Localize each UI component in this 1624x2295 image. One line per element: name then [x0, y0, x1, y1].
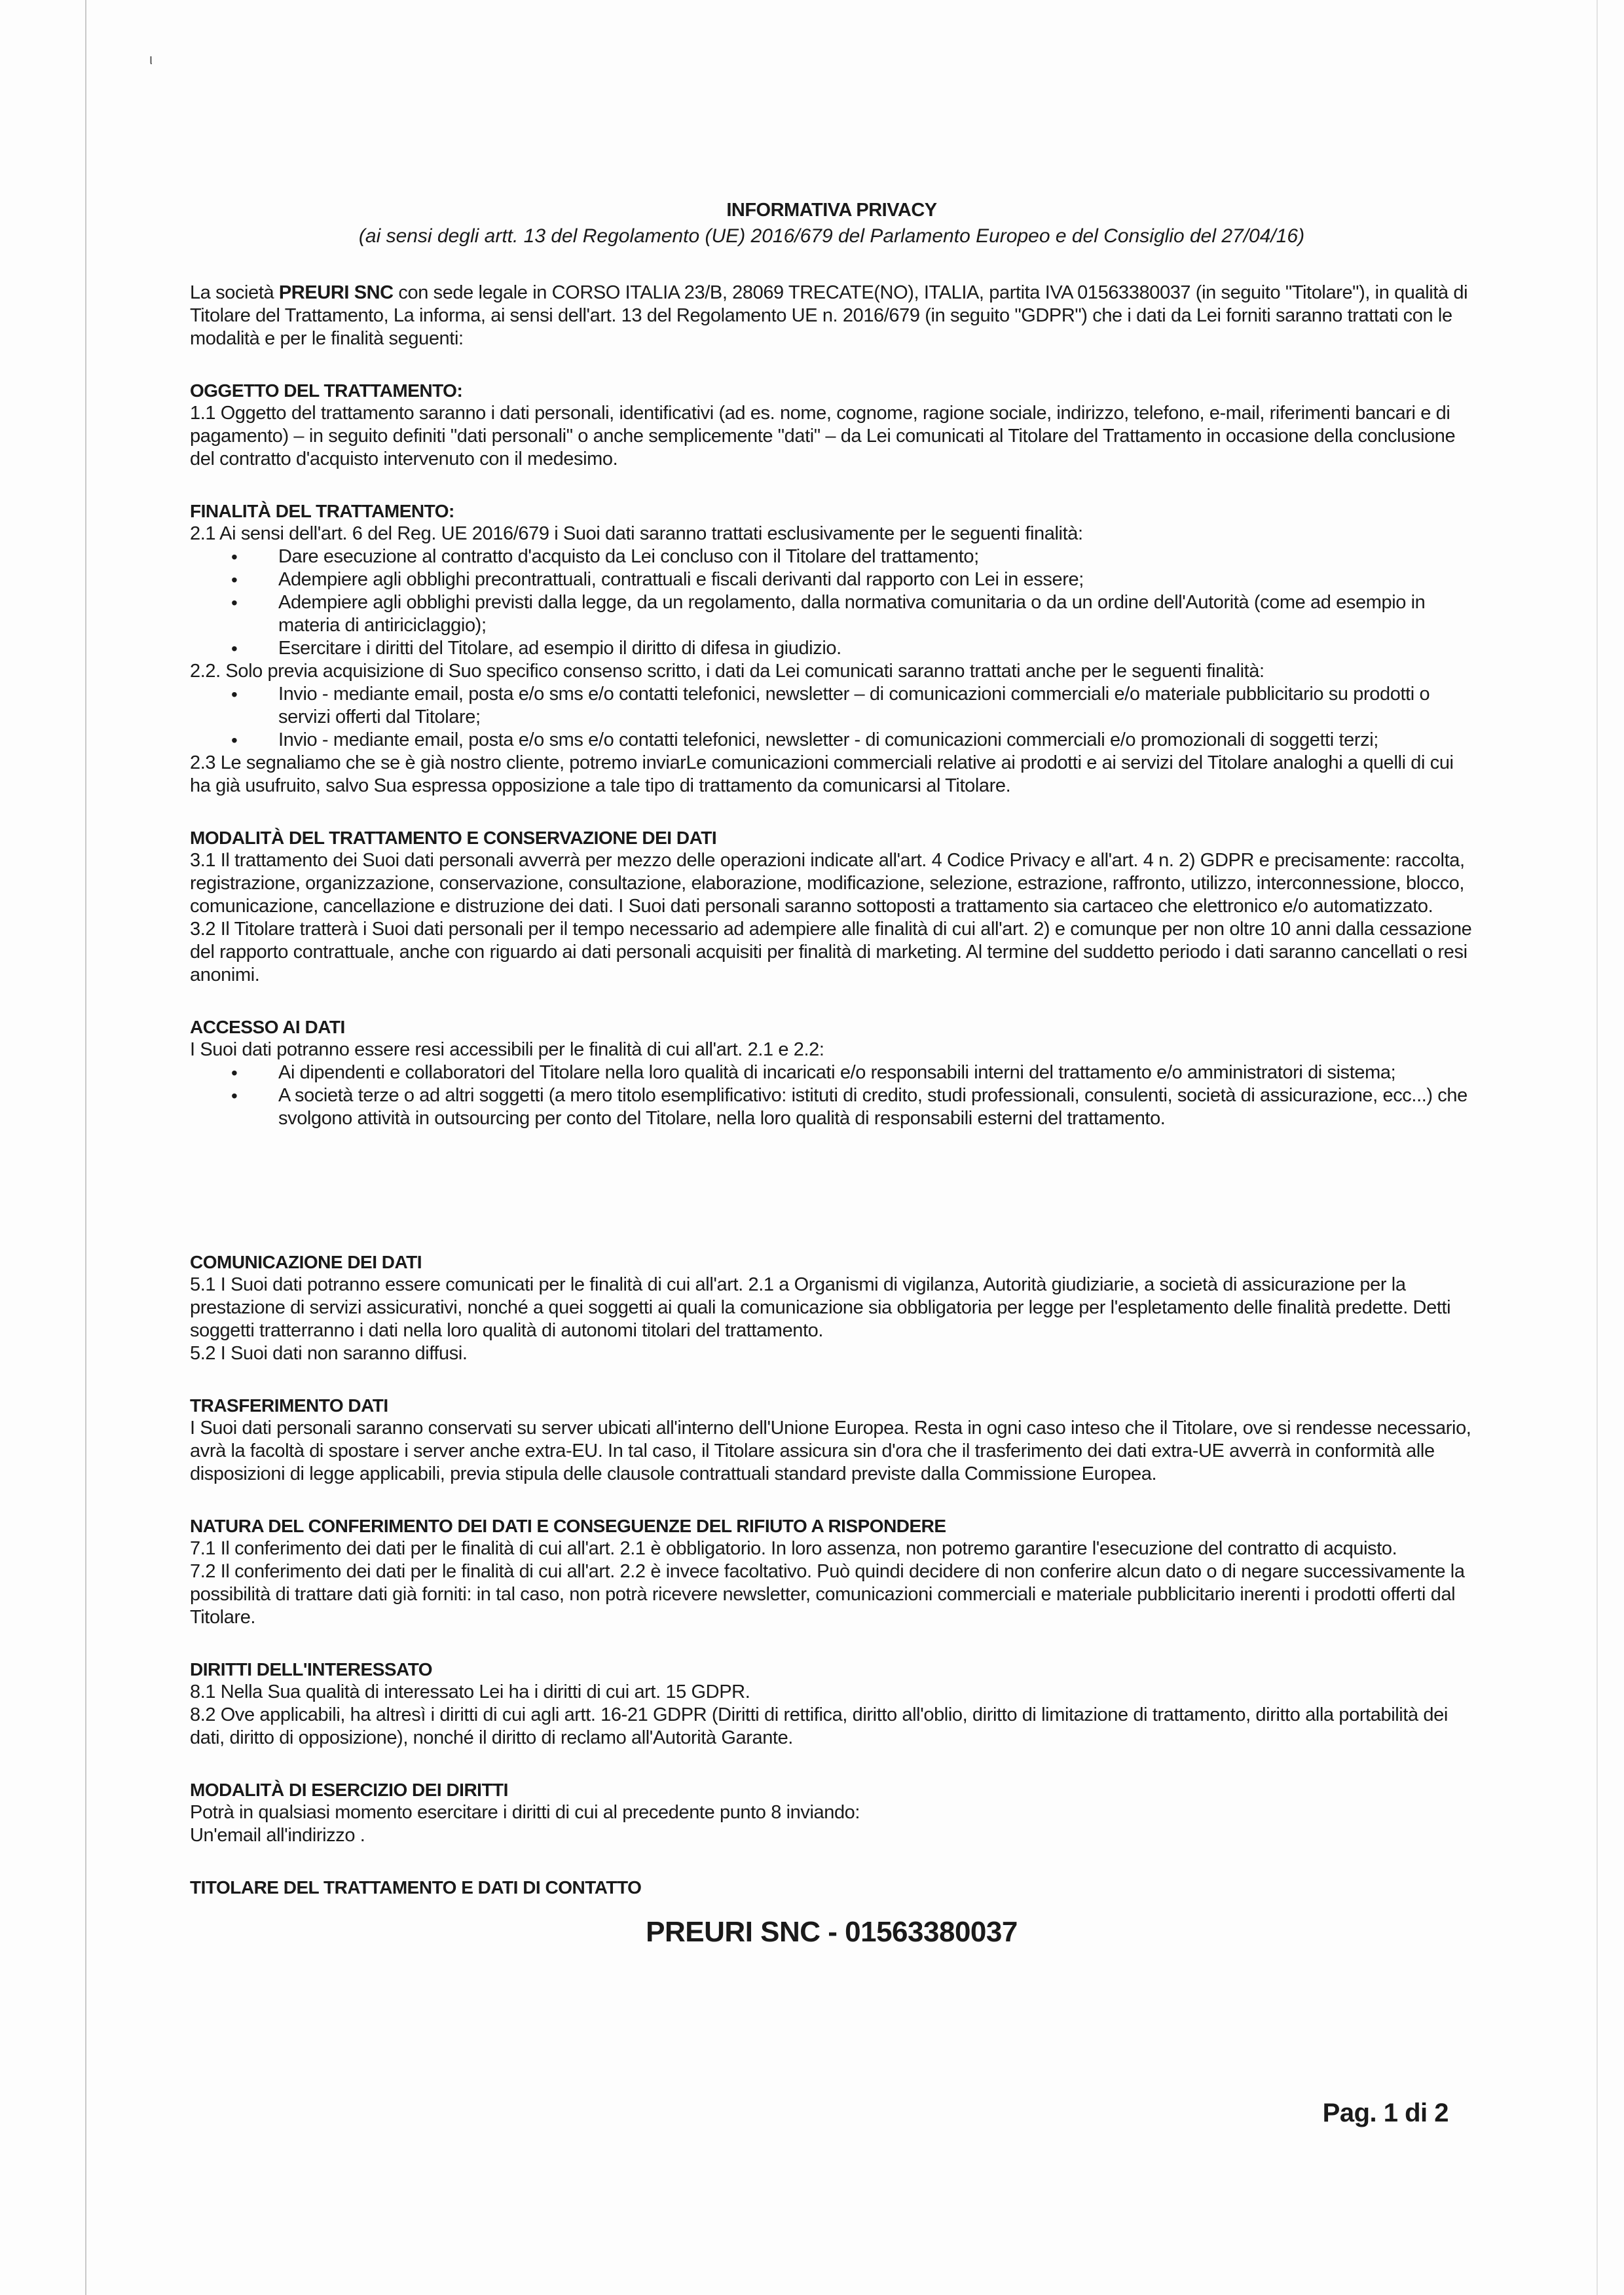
scan-edge-left [85, 0, 86, 2295]
section-modalita [190, 826, 1473, 987]
bullet-list [190, 683, 1473, 752]
scan-edge-right [1596, 0, 1598, 2295]
section-oggetto [190, 379, 1473, 471]
paragraph: 3.1 Il trattamento dei Suoi dati personali avverrà per mezzo delle operazioni indicate all'art. 4 Codice Privacy e all'art. 4 n. 2) GDPR e precisamente: raccolta, registrazione, organizzazione, conservazione, consultazione, elaborazione, modificazione, selezione, estrazione, raffronto, utilizzo, interconnessione, blocco, comunicazione, cancellazione e distruzione dei dati. I Suoi dati personali saranno sottoposti a trattamento sia cartaceo che elettronico e/o automatizzato. [190, 850, 1465, 917]
section-heading: MODALITÀ DI ESERCIZIO DEI DIRITTI [190, 1780, 508, 1800]
intro-paragraph [190, 282, 1473, 350]
paragraph: 8.1 Nella Sua qualità di interessato Lei ha i diritti di cui art. 15 GDPR. [190, 1681, 750, 1702]
section-heading: TITOLARE DEL TRATTAMENTO E DATI DI CONTATTO [190, 1877, 642, 1898]
bullet-item: • Invio - mediante email, posta e/o sms e/o contatti telefonici, newsletter – di comunicazioni commerciali e/o materiale pubblicitario su prodotti o servizi offerti dal Titolare; [278, 683, 1473, 729]
section-heading: DIRITTI DELL'INTERESSATO [190, 1659, 433, 1680]
bullet-item: • Adempiere agli obblighi precontrattuali, contrattuali e fiscali derivanti dal rapporto con Lei in essere; [278, 568, 1473, 591]
paragraph: 2.2. Solo previa acquisizione di Suo specifico consenso scritto, i dati da Lei comunicati saranno trattati anche per le seguenti finalità: [190, 661, 1264, 682]
section-heading: OGGETTO DEL TRATTAMENTO: [190, 380, 463, 401]
section-heading: MODALITÀ DEL TRATTAMENTO E CONSERVAZIONE DEI DATI [190, 828, 717, 848]
paragraph: 2.3 Le segnaliamo che se è già nostro cliente, potremo inviarLe comunicazioni commerciali relative ai prodotti e ai servizi del Titolare analoghi a quelli di cui ha già usufruito, salvo Sua espressa opposizione a tale tipo di trattamento da comunicarsi al Titolare. [190, 752, 1454, 796]
paragraph: Un'email all'indirizzo . [190, 1825, 365, 1846]
section-heading: FINALITÀ DEL TRATTAMENTO: [190, 501, 454, 521]
bullet-item: • A società terze o ad altri soggetti (a mero titolo esemplificativo: istituti di credito, studi professionali, consulenti, società di assicurazione, ecc...) che svolgono attività in outsourcing per conto del Titolare, nella loro qualità di responsabili esterni del trattamento. [278, 1084, 1473, 1130]
bullet-list [190, 545, 1473, 660]
paragraph: 2.1 Ai sensi dell'art. 6 del Reg. UE 2016/679 i Suoi dati saranno trattati esclusivamente per le seguenti finalità: [190, 523, 1083, 544]
section-heading: NATURA DEL CONFERIMENTO DEI DATI E CONSEGUENZE DEL RIFIUTO A RISPONDERE [190, 1516, 946, 1536]
paragraph: Potrà in qualsiasi momento esercitare i diritti di cui al precedente punto 8 inviando: [190, 1802, 860, 1823]
blank-gap [190, 1130, 1473, 1222]
bullet-list [190, 1061, 1473, 1130]
section-accesso [190, 1016, 1473, 1130]
section-heading: ACCESSO AI DATI [190, 1017, 345, 1037]
bullet-item: • Dare esecuzione al contratto d'acquisto da Lei concluso con il Titolare del trattamento; [278, 545, 1473, 568]
paragraph: 7.1 Il conferimento dei dati per le finalità di cui all'art. 2.1 è obbligatorio. In loro assenza, non potremo garantire l'esecuzione del contratto di acquisto. [190, 1538, 1397, 1559]
document-title: INFORMATIVA PRIVACY [726, 200, 937, 221]
bullet-item: • Esercitare i diritti del Titolare, ad esempio il diritto di difesa in giudizio. [278, 637, 1473, 660]
section-diritti [190, 1658, 1473, 1750]
title-block [190, 200, 1473, 248]
scan-mark: ι [149, 51, 153, 67]
contact-name: PREURI SNC - 01563380037 [646, 1916, 1018, 1948]
page-number: Pag. 1 di 2 [1322, 2099, 1449, 2127]
section-titolare [190, 1876, 1473, 1949]
paragraph: 8.2 Ove applicabili, ha altresì i diritti di cui agli artt. 16-21 GDPR (Diritti di rettifica, diritto all'oblio, diritto di limitazione di trattamento, diritto alla portabilità dei dati, diritto di opposizione), nonché il diritto di reclamo all'Autorità Garante. [190, 1704, 1448, 1748]
paragraph: 3.2 Il Titolare tratterà i Suoi dati personali per il tempo necessario ad adempiere alle finalità di cui all'art. 2) e comunque per non oltre 10 anni dalla cessazione del rapporto contrattuale, anche con riguardo ai dati personali acquisiti per finalità di marketing. Al termine del suddetto periodo i dati saranno cancellati o resi anonimi. [190, 919, 1472, 985]
paragraph: 1.1 Oggetto del trattamento saranno i dati personali, identificativi (ad es. nome, cognome, ragione sociale, indirizzo, telefono, e-mail, riferimenti bancari e di pagamento) – in seguito definiti "dati personali" o anche semplicemente "dati" – da Lei comunicati al Titolare del Trattamento in occasione della conclusione del contratto d'acquisto intervenuto con il medesimo. [190, 403, 1456, 469]
intro-prefix: La società [190, 282, 279, 303]
paragraph: 5.2 I Suoi dati non saranno diffusi. [190, 1343, 468, 1364]
paragraph: I Suoi dati personali saranno conservati su server ubicati all'interno dell'Unione Europea. Resta in ogni caso inteso che il Titolare, ove si rendesse necessario, avrà la facoltà di spostare i server anche extra-EU. In tal caso, il Titolare assicura sin d'ora che il trasferimento dei dati extra-UE avverrà in conformità alle disposizioni di legge applicabili, previa stipula delle clausole contrattuali standard previste dalla Commissione Europea. [190, 1418, 1471, 1484]
document-content [190, 200, 1473, 1977]
section-comunicazione [190, 1251, 1473, 1365]
paragraph: 5.1 I Suoi dati potranno essere comunicati per le finalità di cui all'art. 2.1 a Organismi di vigilanza, Autorità giudiziarie, a società di assicurazione per la prestazione di servizi assicurativi, nonché a quei soggetti ai quali la comunicazione sia obbligatoria per legge per l'espletamento delle finalità predette. Detti soggetti tratterranno i dati nella loro qualità di autonomi titolari del trattamento. [190, 1274, 1451, 1341]
section-heading: COMUNICAZIONE DEI DATI [190, 1252, 422, 1272]
section-esercizio [190, 1778, 1473, 1847]
paragraph: 7.2 Il conferimento dei dati per le finalità di cui all'art. 2.2 è invece facoltativo. Può quindi decidere di non conferire alcun dato o di negare successivamente la possibilità di trattare dati già forniti: in tal caso, non potrà ricevere newsletter, comunicazioni commerciali e materiale pubblicitario inerenti i prodotti offerti dal Titolare. [190, 1561, 1465, 1628]
section-heading: TRASFERIMENTO DATI [190, 1395, 388, 1416]
section-trasferimento [190, 1394, 1473, 1486]
section-finalita [190, 500, 1473, 798]
intro-text: con sede legale in CORSO ITALIA 23/B, 28069 TRECATE(NO), ITALIA, partita IVA 01563380037 (in seguito "Titolare"), in qualità di Titolare del Trattamento, La informa, ai sensi dell'art. 13 del Regolamento UE n. 2016/679 (in seguito "GDPR") che i dati da Lei forniti saranno trattati con le modalità e per le finalità seguenti: [190, 282, 1468, 349]
bullet-item: • Ai dipendenti e collaboratori del Titolare nella loro qualità di incaricati e/o responsabili interni del trattamento e/o amministratori di sistema; [278, 1061, 1473, 1084]
document-subtitle: (ai sensi degli artt. 13 del Regolamento (UE) 2016/679 del Parlamento Europeo e del Consiglio del 27/04/16) [358, 225, 1305, 247]
paragraph: I Suoi dati potranno essere resi accessibili per le finalità di cui all'art. 2.1 e 2.2: [190, 1039, 824, 1060]
bullet-item: • Adempiere agli obblighi previsti dalla legge, da un regolamento, dalla normativa comunitaria o da un ordine dell'Autorità (come ad esempio in materia di antiriciclaggio); [278, 591, 1473, 637]
section-natura [190, 1515, 1473, 1629]
intro-company: PREURI SNC [278, 282, 394, 303]
bullet-item: • Invio - mediante email, posta e/o sms e/o contatti telefonici, newsletter - di comunicazioni commerciali e/o promozionali di soggetti terzi; [278, 729, 1473, 752]
